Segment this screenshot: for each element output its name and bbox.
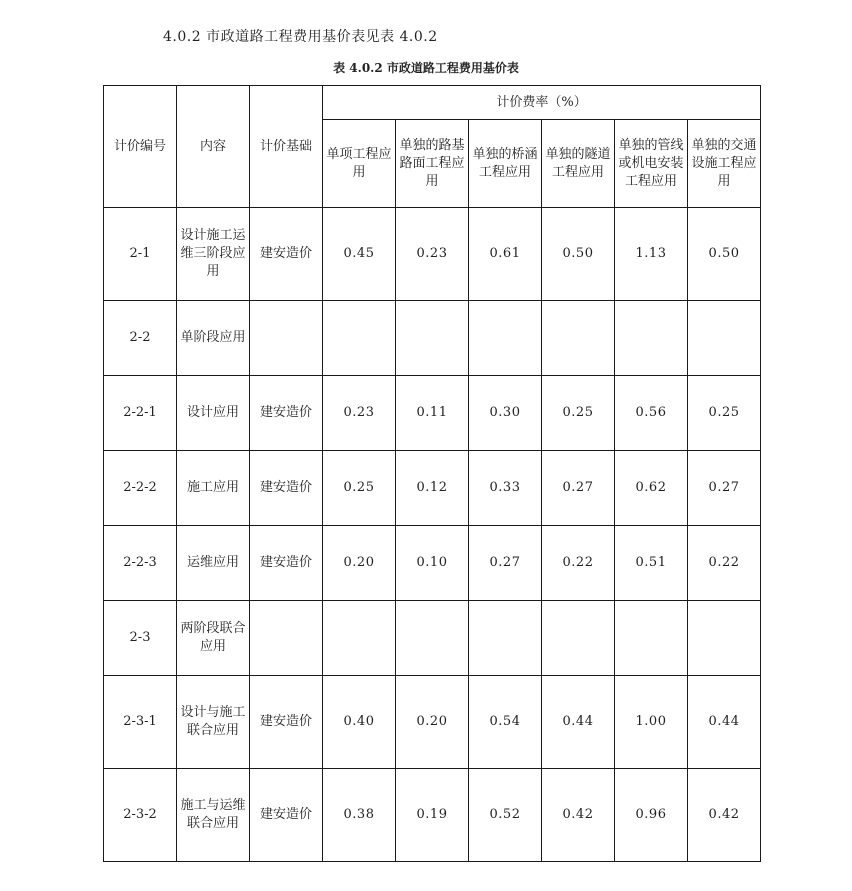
header-rate-col: 单独的隧道工程应用 (542, 120, 615, 208)
rate-cell: 0.54 (469, 676, 542, 769)
table-row (104, 601, 761, 676)
rate-cell: 0.27 (542, 451, 615, 526)
rate-cell (469, 301, 542, 376)
rate-cell (542, 301, 615, 376)
rate-cell: 0.23 (323, 376, 396, 451)
row-content: 设计施工运维三阶段应用 (177, 208, 250, 301)
rate-cell: 0.27 (688, 451, 761, 526)
rate-cell (542, 601, 615, 676)
rate-cell: 0.38 (323, 769, 396, 862)
row-code: 2-1 (104, 208, 177, 301)
row-basis: 建安造价 (250, 451, 323, 526)
row-basis (250, 601, 323, 676)
rate-cell: 0.10 (396, 526, 469, 601)
rate-cell: 0.62 (615, 451, 688, 526)
row-code: 2-2-2 (104, 451, 177, 526)
header-rate-col: 单独的桥涵工程应用 (469, 120, 542, 208)
row-basis: 建安造价 (250, 376, 323, 451)
row-code: 2-2-1 (104, 376, 177, 451)
rate-cell: 0.22 (688, 526, 761, 601)
table-row (104, 769, 761, 862)
rate-cell: 0.50 (688, 208, 761, 301)
header-content: 内容 (177, 86, 250, 208)
section-heading: 4.0.2 市政道路工程费用基价表见表 4.0.2 (163, 29, 438, 45)
header-row (104, 86, 761, 120)
rate-cell: 0.44 (542, 676, 615, 769)
row-content: 两阶段联合应用 (177, 601, 250, 676)
row-basis: 建安造价 (250, 526, 323, 601)
rate-cell: 1.13 (615, 208, 688, 301)
rate-cell (615, 601, 688, 676)
row-basis: 建安造价 (250, 769, 323, 862)
rate-cell: 0.30 (469, 376, 542, 451)
table-body (104, 86, 761, 862)
header-code: 计价编号 (104, 86, 177, 208)
rate-cell (323, 601, 396, 676)
table-row (104, 208, 761, 301)
table-row (104, 451, 761, 526)
row-basis: 建安造价 (250, 208, 323, 301)
rate-cell: 0.25 (323, 451, 396, 526)
rate-cell: 0.12 (396, 451, 469, 526)
header-rate-col: 单独的交通设施工程应用 (688, 120, 761, 208)
rate-cell: 0.33 (469, 451, 542, 526)
rate-cell: 1.00 (615, 676, 688, 769)
row-content: 施工与运维联合应用 (177, 769, 250, 862)
rate-cell: 0.27 (469, 526, 542, 601)
table-row (104, 526, 761, 601)
row-code: 2-3-1 (104, 676, 177, 769)
rate-cell: 0.52 (469, 769, 542, 862)
rate-cell (396, 301, 469, 376)
rate-cell: 0.96 (615, 769, 688, 862)
row-content: 设计应用 (177, 376, 250, 451)
rate-cell: 0.56 (615, 376, 688, 451)
rate-cell: 0.61 (469, 208, 542, 301)
header-rate-col: 单项工程应用 (323, 120, 396, 208)
row-content: 单阶段应用 (177, 301, 250, 376)
row-content: 运维应用 (177, 526, 250, 601)
row-code: 2-3-2 (104, 769, 177, 862)
header-rate-group: 计价费率（%） (323, 86, 761, 120)
row-basis (250, 301, 323, 376)
rate-cell: 0.20 (396, 676, 469, 769)
header-basis: 计价基础 (250, 86, 323, 208)
rate-cell (323, 301, 396, 376)
table-row (104, 376, 761, 451)
rate-cell: 0.44 (688, 676, 761, 769)
rate-cell (469, 601, 542, 676)
rate-cell (688, 601, 761, 676)
row-content: 设计与施工联合应用 (177, 676, 250, 769)
row-code: 2-2-3 (104, 526, 177, 601)
header-rate-col: 单独的管线或机电安装工程应用 (615, 120, 688, 208)
rate-cell: 0.50 (542, 208, 615, 301)
rate-cell: 0.45 (323, 208, 396, 301)
rate-cell: 0.25 (688, 376, 761, 451)
header-rate-col: 单独的路基路面工程应用 (396, 120, 469, 208)
rate-cell: 0.40 (323, 676, 396, 769)
rate-cell (396, 601, 469, 676)
rate-cell: 0.42 (688, 769, 761, 862)
rate-cell: 0.23 (396, 208, 469, 301)
table-row (104, 676, 761, 769)
rate-cell: 0.11 (396, 376, 469, 451)
row-content: 施工应用 (177, 451, 250, 526)
rate-cell: 0.42 (542, 769, 615, 862)
rate-cell: 0.20 (323, 526, 396, 601)
rate-cell: 0.22 (542, 526, 615, 601)
rate-cell: 0.19 (396, 769, 469, 862)
rate-cell: 0.51 (615, 526, 688, 601)
rate-cell: 0.25 (542, 376, 615, 451)
rate-cell (615, 301, 688, 376)
row-code: 2-2 (104, 301, 177, 376)
table-row (104, 301, 761, 376)
row-basis: 建安造价 (250, 676, 323, 769)
rate-cell (688, 301, 761, 376)
rate-table (103, 85, 761, 862)
row-code: 2-3 (104, 601, 177, 676)
table-caption: 表 4.0.2 市政道路工程费用基价表 (333, 61, 519, 75)
